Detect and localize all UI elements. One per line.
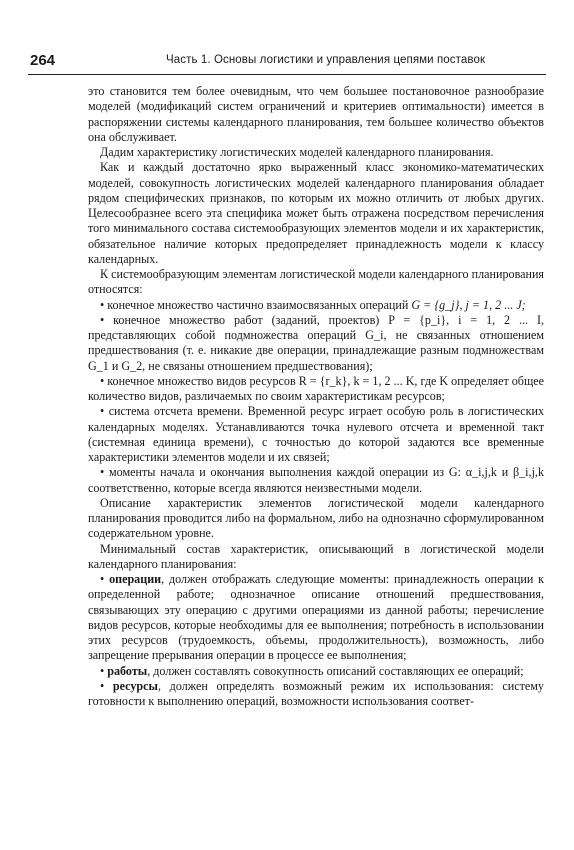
paragraph: Дадим характеристику логистических моделей календарного планирования.: [100, 145, 494, 159]
paragraph: К системообразующим элементам логистической модели календарного планирования относятся:: [88, 267, 544, 297]
paragraph: это становится тем более очевидным, что чем большее постановочное разнообразие моделей (модификаций систем ограничений и критериев оптимальности) имеется в распоряжении системы календарного планирования, тем большее количество объектов она обслуживает.: [88, 84, 544, 144]
bullet-item: • конечное множество видов ресурсов R = {r_k}, k = 1, 2 ... K, где K определяет общее количество видов, различаемых по своим характеристикам ресурсов;: [88, 373, 545, 403]
page-number: 264: [30, 52, 56, 69]
bullet-text: система отсчета времени. Временной ресурс играет особую роль в логистических календарных моделях. Устанавливаются точка нулевого отсчета и временной такт (системная единица времени), с точностью до которой задаются все временные характеристики элементов модели и их связей;: [88, 404, 544, 464]
paragraph: Описание характеристик элементов логистической модели календарного планирования проводится либо на формальном, либо на однозначно сформулированном содержательном уровне.: [88, 495, 544, 541]
running-title: Часть 1. Основы логистики и управления цепями поставок: [166, 54, 486, 66]
bullet-item: • конечное множество частично взаимосвязанных операций G = {g_j}, j = 1, 2 ... J;: [100, 297, 526, 312]
bullet-item: • система отсчета времени. Временной ресурс играет особую роль в логистических календарных моделях. Устанавливаются точка нулевого отсчета и временной такт (системная единица времени), с точностью до которой задаются все временные характеристики элементов модели и их связей;: [88, 404, 544, 464]
bullet-text: конечное множество видов ресурсов: [107, 373, 299, 388]
page-body: [88, 84, 544, 709]
bullet-text: R = {r_k}, k = 1, 2 ... K, где K определяет общее количество видов, различаемых по своим характеристикам ресурсов;: [88, 373, 545, 403]
bullet-item: • конечное множество работ (заданий, проектов) P = {p_i}, i = 1, 2 ... I, представляющих собой подмножества операций G_i, не связанных отношением предшествования (т. е. никакие две операции, принадлежащие разным подмножествам G_1 и G_2, не связаны отношением предшествования);: [88, 312, 544, 373]
bullet-item: • работы, должен составлять совокупность описаний составляющих ее операций;: [100, 663, 524, 678]
bullet-term: ресурсы: [112, 678, 158, 693]
bullet-item: • ресурсы, должен определять возможный режим их использования: систему готовности к выполнению операций, возможности использования соответ-: [88, 678, 544, 708]
paragraph: Минимальный состав характеристик, описывающий в логистической модели календарного планирования:: [88, 541, 544, 571]
bullet-text: , должен составлять совокупность описаний составляющих ее операций;: [147, 663, 524, 678]
bullet-term: операции: [109, 572, 162, 586]
formula: G = {g_j}, j = 1, 2 ... J;: [411, 297, 526, 312]
bullet-text: G: α_i,j,k и β_i,j,k соответственно, которые всегда являются неизвестными модели.: [88, 465, 544, 495]
bullet-text: конечное множество частично взаимосвязанных операций: [107, 297, 412, 312]
bullet-text: конечное множество работ (заданий, проектов): [113, 312, 389, 327]
paragraph: Как и каждый достаточно ярко выраженный класс экономико-математических моделей, совокупность логистических моделей календарного планирования обладает рядом специфических признаков, по которым их можно отличить от любых других. Целесообразнее всего эта специфика может быть отражена посредством перечисления того минимального состава системообразующих элементов модели и их характеристик, обязательное наличие которых предопределяет принадлежность модели к классу календарных.: [88, 160, 544, 266]
bullet-item: • операции, должен отображать следующие моменты: принадлежность операции к определенной работе; однозначное описание отношений предшествования, связывающих эту операцию с другими операциями из данной работы; перечисление видов ресурсов, которые необходимы для ее выполнения; потребность в использовании этих ресурсов (трудоемкость, объемы, продолжительность), возможность, либо запрещение прерывания операции в процессе ее выполнения;: [88, 572, 544, 663]
bullet-term: работы: [107, 663, 148, 678]
bullet-text: , должен отображать следующие моменты: принадлежность операции к определенной работе; однозначное описание отношений предшествования, связывающих эту операцию с другими операциями из данной работы; перечисление видов ресурсов, которые необходимы для ее выполнения; потребность в использовании этих ресурсов (трудоемкость, объемы, продолжительность), возможность, либо запрещение прерывания операции в процессе ее выполнения;: [88, 572, 544, 663]
bullet-text: P = {p_i}, i = 1, 2 ... I, представляющих собой подмножества операций G_i, не связанных отношением предшествования (т. е. никакие две операции, принадлежащие разным подмножествам G_1 и G_2, не связаны отношением предшествования);: [88, 312, 544, 373]
bullet-text: моменты начала и окончания выполнения каждой операции из: [109, 465, 449, 480]
bullet-text: , должен определять возможный режим их использования: систему готовности к выполнению операций, возможности использования соответ-: [88, 678, 544, 708]
page-header: [28, 52, 546, 75]
bullet-item: • моменты начала и окончания выполнения каждой операции из G: α_i,j,k и β_i,j,k соответственно, которые всегда являются неизвестными модели.: [88, 465, 544, 495]
